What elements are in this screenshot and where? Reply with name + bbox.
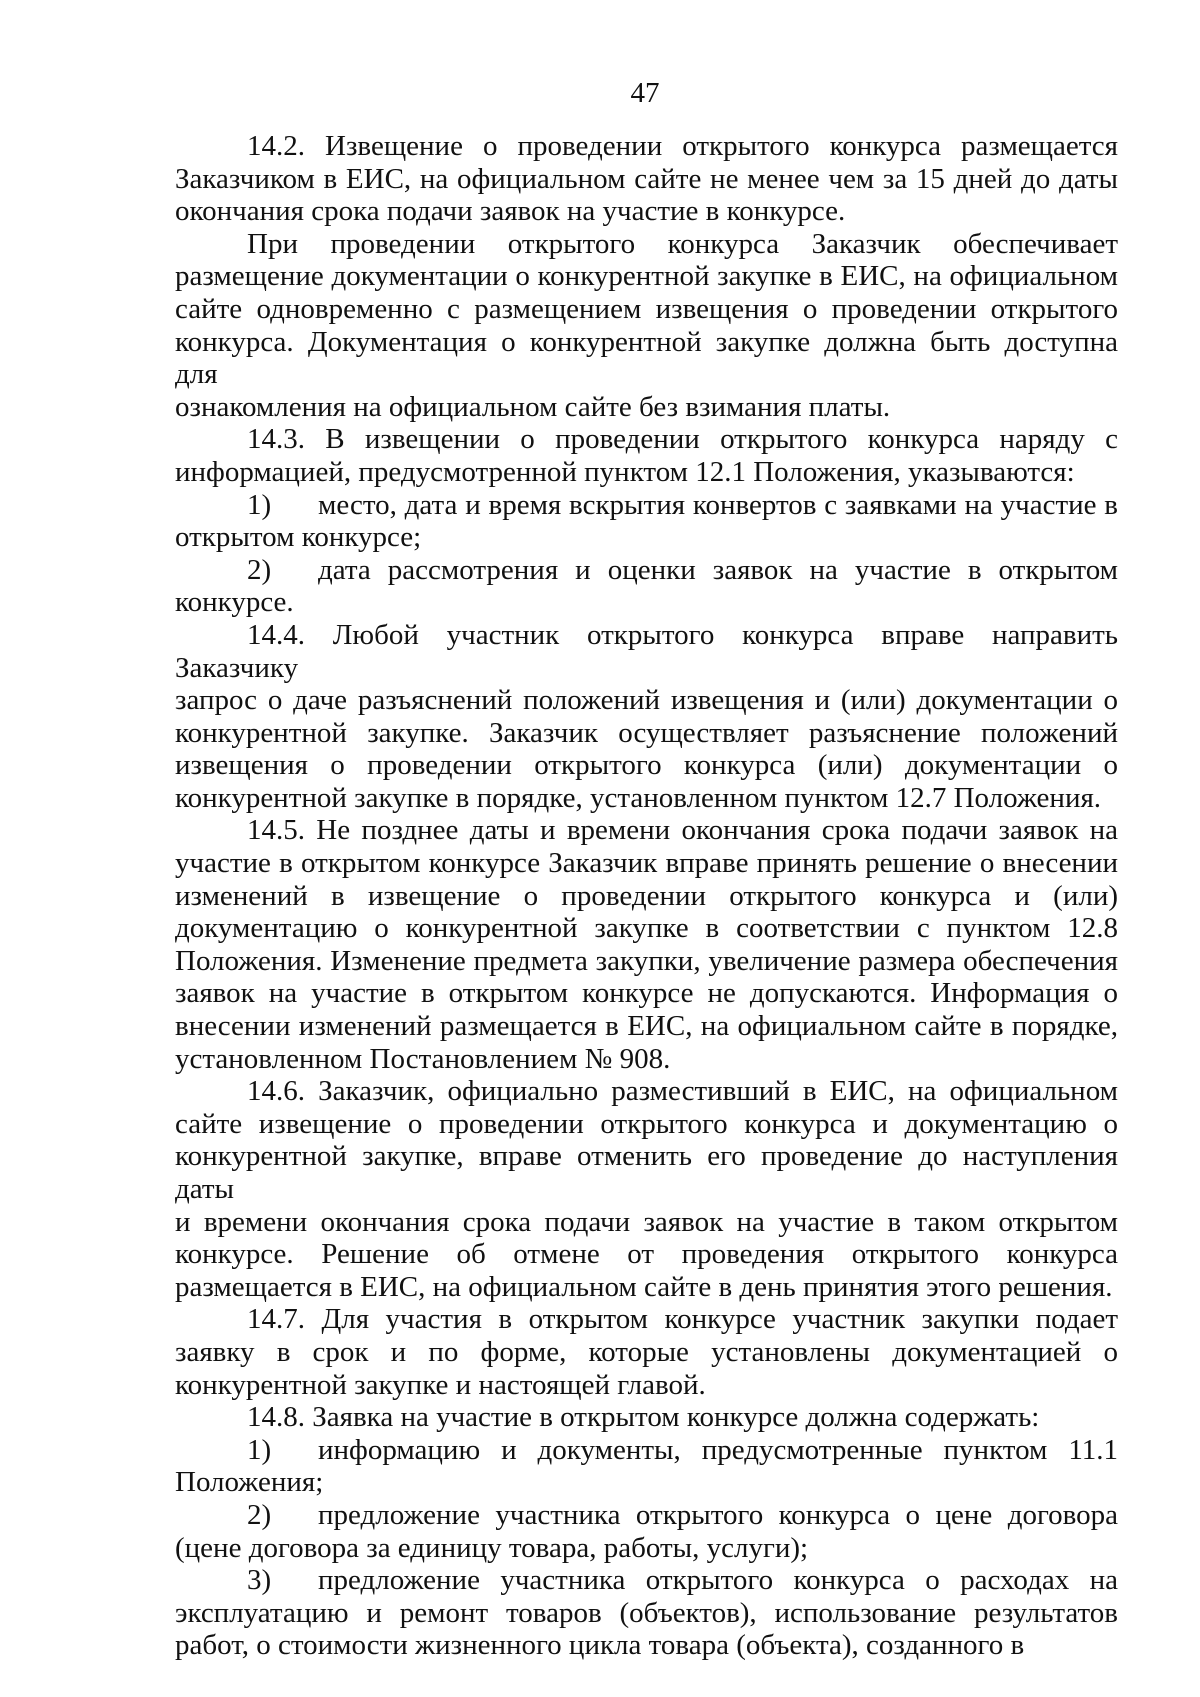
list-text: предложение участника открытого конкурса о расходах на <box>318 1564 1118 1597</box>
text-line: и времени окончания срока подачи заявок на участие в таком открытом <box>175 1205 1118 1238</box>
text-line: Положения; <box>175 1466 324 1499</box>
text-line: 14.8. Заявка на участие в открытом конкурсе должна содержать: <box>247 1401 1040 1434</box>
list-number: 1) <box>247 488 272 521</box>
list-number: 2) <box>247 553 272 586</box>
list-item <box>175 1499 1118 1564</box>
text-line: размещение документации о конкурентной закупке в ЕИС, на официальном <box>175 260 1118 293</box>
text-line: размещается в ЕИС, на официальном сайте в день принятия этого решения. <box>175 1270 1113 1303</box>
text-line: открытом конкурсе; <box>175 521 422 554</box>
text-line: конкурентной закупке и настоящей главой. <box>175 1368 706 1401</box>
text-line: 14.4. Любой участник открытого конкурса вправе направить Заказчику <box>175 618 1118 684</box>
paragraph <box>175 814 1118 1075</box>
text-line: конкурсе. <box>175 586 294 619</box>
paragraph <box>175 423 1118 488</box>
text-line: участие в открытом конкурсе Заказчик вправе принять решение о внесении <box>175 847 1118 880</box>
text-line: документацию о конкурентной закупке в соответствии с пунктом 12.8 <box>175 912 1118 945</box>
text-line <box>175 1499 1118 1532</box>
text-line: 14.3. В извещении о проведении открытого конкурса наряду с <box>247 423 1118 456</box>
paragraph <box>175 228 1118 424</box>
text-line: внесении изменений размещается в ЕИС, на официальном сайте в порядке, <box>175 1010 1118 1043</box>
text-line <box>175 1564 1118 1597</box>
list-number: 2) <box>247 1498 272 1531</box>
page-number: 47 <box>630 77 660 109</box>
text-line: изменений в извещение о проведении открытого конкурса и (или) <box>175 879 1118 912</box>
list-text: предложение участника открытого конкурса о цене договора <box>318 1498 1118 1531</box>
text-line: конкурса. Документация о конкурентной закупке должна быть доступна для <box>175 325 1118 391</box>
text-line: конкурентной закупке. Заказчик осуществляет разъяснение положений <box>175 716 1118 749</box>
list-item <box>175 554 1118 619</box>
text-line: 14.6. Заказчик, официально разместивший в ЕИС, на официальном <box>247 1075 1118 1108</box>
text-line <box>175 489 1118 522</box>
document-body <box>175 130 1118 1662</box>
text-line: заявок на участие в открытом конкурсе не допускаются. Информация о <box>175 977 1118 1010</box>
text-line: 14.2. Извещение о проведении открытого конкурса размещается <box>247 130 1118 162</box>
text-line: установленном Постановлением № 908. <box>175 1042 671 1075</box>
text-line: Положения. Изменение предмета закупки, увеличение размера обеспечения <box>175 944 1118 977</box>
list-text: информацию и документы, предусмотренные пунктом 11.1 <box>318 1433 1118 1466</box>
text-line: работ, о стоимости жизненного цикла товара (объекта), созданного в <box>175 1629 1025 1662</box>
text-line: заявку в срок и по форме, которые установлены документацией о <box>175 1335 1118 1368</box>
text-line: извещения о проведении открытого конкурса (или) документации о <box>175 749 1118 782</box>
list-text: дата рассмотрения и оценки заявок на участие в открытом <box>318 553 1118 586</box>
text-line <box>175 1434 1118 1467</box>
text-line: конкурентной закупке в порядке, установленном пунктом 12.7 Положения. <box>175 781 1102 814</box>
text-line: сайте извещение о проведении открытого конкурса и документацию о <box>175 1107 1118 1140</box>
list-item <box>175 1434 1118 1499</box>
text-line: запрос о даче разъяснений положений извещения и (или) документации о <box>175 684 1118 717</box>
paragraph <box>175 619 1118 815</box>
text-line: При проведении открытого конкурса Заказчик обеспечивает <box>247 227 1118 260</box>
text-line: 14.5. Не позднее даты и времени окончания срока подачи заявок на <box>247 814 1118 847</box>
text-line: конкурентной закупке, вправе отменить его проведение до наступления даты <box>175 1140 1118 1205</box>
list-number: 3) <box>247 1564 272 1597</box>
text-line: Заказчиком в ЕИС, на официальном сайте не менее чем за 15 дней до даты <box>175 162 1118 195</box>
paragraph <box>175 1075 1118 1303</box>
paragraph <box>175 1303 1118 1401</box>
text-line: эксплуатацию и ремонт товаров (объектов), использование результатов <box>175 1596 1118 1629</box>
text-line: окончания срока подачи заявок на участие в конкурсе. <box>175 195 846 228</box>
text-line: информацией, предусмотренной пунктом 12.1 Положения, указываются: <box>175 455 1075 488</box>
text-line: конкурсе. Решение об отмене от проведения открытого конкурса <box>175 1238 1118 1271</box>
text-line <box>175 554 1118 587</box>
text-line: 14.7. Для участия в открытом конкурсе участник закупки подает <box>247 1303 1118 1336</box>
paragraph <box>175 130 1118 228</box>
text-line: (цене договора за единицу товара, работы, услуги); <box>175 1531 809 1564</box>
paragraph <box>175 1401 1118 1434</box>
list-item <box>175 1564 1118 1662</box>
list-item <box>175 489 1118 554</box>
text-line: ознакомления на официальном сайте без взимания платы. <box>175 390 891 423</box>
list-number: 1) <box>247 1433 272 1466</box>
text-line: сайте одновременно с размещением извещения о проведении открытого <box>175 292 1118 325</box>
list-text: место, дата и время вскрытия конвертов с заявками на участие в <box>318 488 1118 521</box>
